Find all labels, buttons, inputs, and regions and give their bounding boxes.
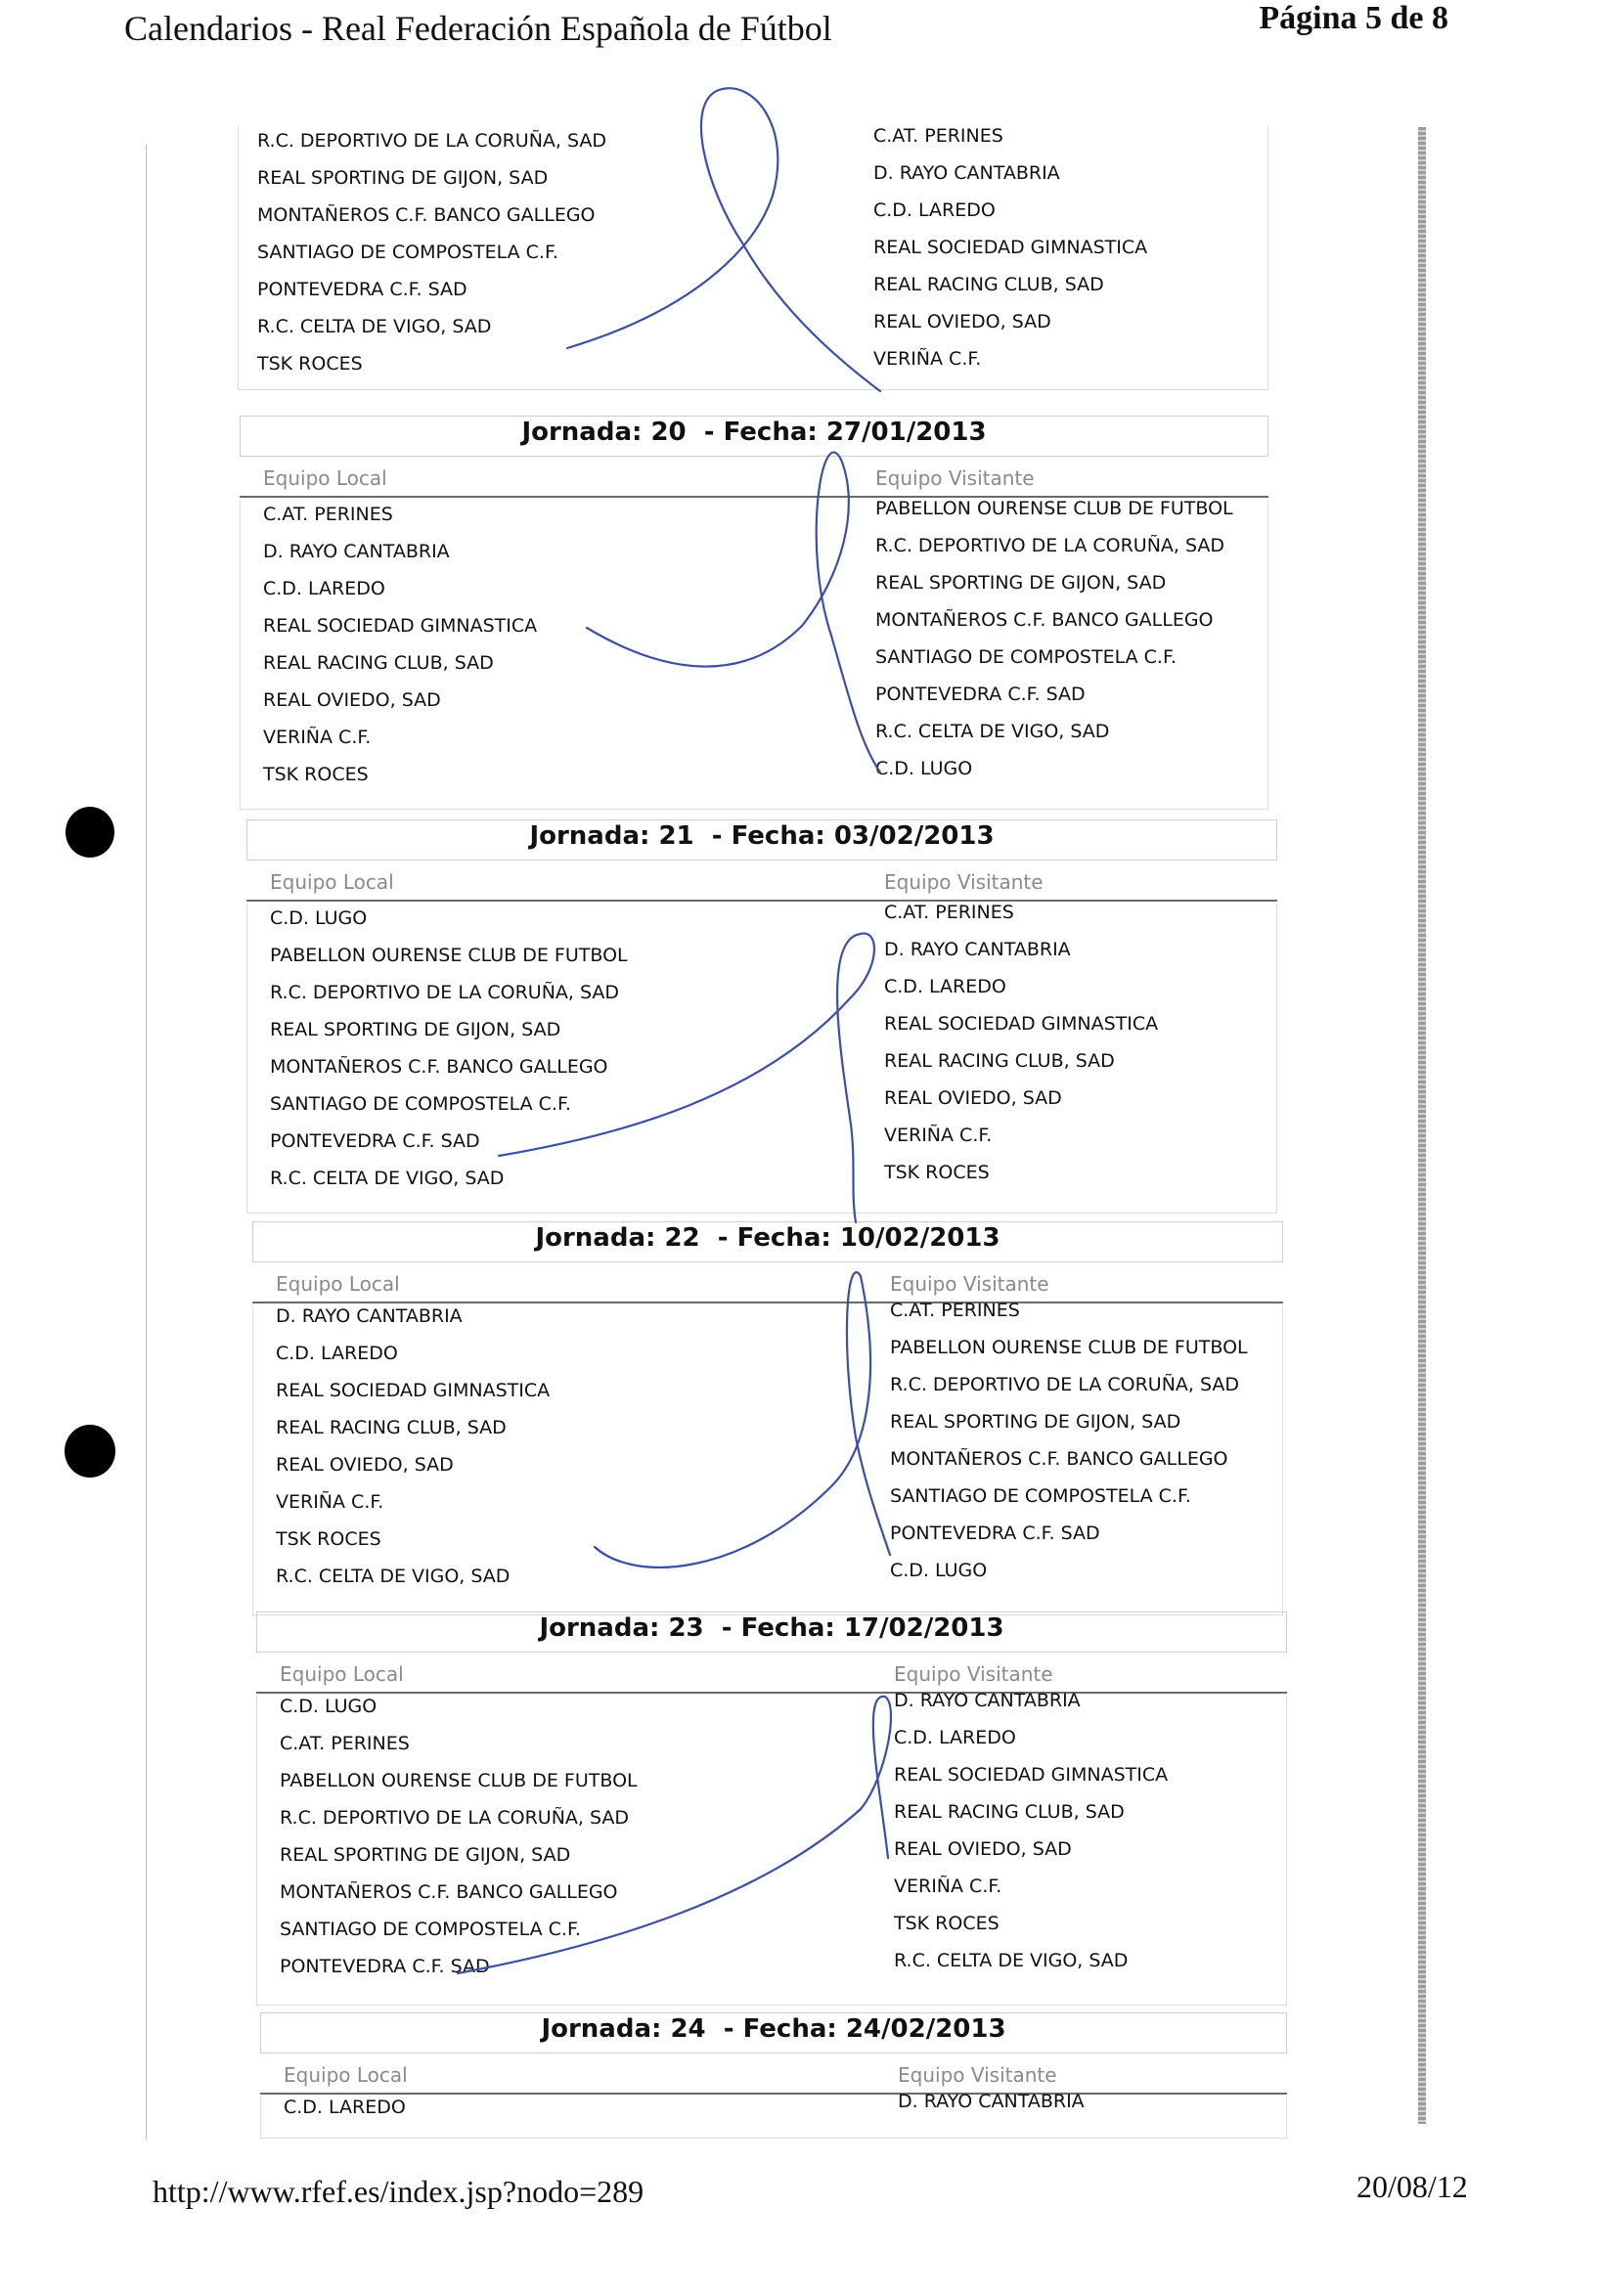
visitante-team: TSK ROCES [894,1913,1000,1934]
local-team: REAL SOCIEDAD GIMNASTICA [276,1380,551,1401]
local-team: R.C. CELTA DE VIGO, SAD [270,1168,505,1189]
jornada-title: Jornada: 20 - Fecha: 27/01/2013 [521,418,987,447]
local-team: TSK ROCES [257,353,363,375]
visitante-team: C.D. LAREDO [884,976,1006,997]
visitante-team: REAL SOCIEDAD GIMNASTICA [894,1764,1169,1786]
visitante-team: REAL RACING CLUB, SAD [873,274,1104,295]
visitante-team: C.D. LAREDO [894,1727,1016,1748]
visitante-column-header: Equipo Visitante [890,1272,1049,1296]
visitante-team: MONTAÑEROS C.F. BANCO GALLEGO [890,1448,1228,1470]
local-team: REAL SPORTING DE GIJON, SAD [257,167,549,189]
visitante-team: D. RAYO CANTABRIA [884,939,1071,960]
visitante-team: D. RAYO CANTABRIA [873,162,1060,184]
local-team: TSK ROCES [276,1528,381,1550]
local-team: C.D. LAREDO [284,2097,406,2118]
local-team: PABELLON OURENSE CLUB DE FUTBOL [280,1770,638,1791]
visitante-team: C.D. LUGO [875,758,973,779]
local-team: C.D. LUGO [280,1696,378,1717]
local-team: R.C. DEPORTIVO DE LA CORUÑA, SAD [257,130,607,152]
visitante-column-header: Equipo Visitante [894,1662,1053,1686]
local-team: D. RAYO CANTABRIA [263,541,450,562]
ink-loop [458,1697,891,1973]
page-number: Página 5 de 8 [1259,0,1448,36]
local-team: PABELLON OURENSE CLUB DE FUTBOL [270,945,628,966]
visitante-team: R.C. DEPORTIVO DE LA CORUÑA, SAD [875,535,1225,556]
local-team: C.AT. PERINES [263,504,393,525]
local-team: C.D. LAREDO [263,578,385,599]
jornada-title: Jornada: 21 - Fecha: 03/02/2013 [529,821,995,851]
ink-loop [595,1272,890,1567]
visitante-team: REAL RACING CLUB, SAD [894,1801,1125,1823]
local-team: R.C. CELTA DE VIGO, SAD [276,1566,511,1587]
local-team: R.C. DEPORTIVO DE LA CORUÑA, SAD [270,982,620,1003]
local-team: C.AT. PERINES [280,1733,410,1754]
jornada-title: Jornada: 24 - Fecha: 24/02/2013 [541,2014,1006,2044]
visitante-team: REAL SOCIEDAD GIMNASTICA [873,237,1148,258]
local-team: REAL OVIEDO, SAD [263,689,441,711]
local-team: VERIÑA C.F. [276,1491,384,1513]
local-team: R.C. CELTA DE VIGO, SAD [257,316,492,337]
visitante-team: VERIÑA C.F. [873,348,982,370]
local-column-header: Equipo Local [284,2063,408,2087]
ink-loop [499,934,874,1222]
visitante-team: C.AT. PERINES [884,902,1014,923]
local-team: SANTIAGO DE COMPOSTELA C.F. [280,1919,581,1940]
visitante-team: PONTEVEDRA C.F. SAD [890,1523,1100,1544]
visitante-team: D. RAYO CANTABRIA [894,1690,1081,1711]
visitante-team: R.C. DEPORTIVO DE LA CORUÑA, SAD [890,1374,1240,1395]
visitante-team: R.C. CELTA DE VIGO, SAD [875,721,1110,742]
local-team: MONTAÑEROS C.F. BANCO GALLEGO [280,1881,618,1903]
footer-url: http://www.rfef.es/index.jsp?nodo=289 [153,2174,644,2209]
local-team: REAL RACING CLUB, SAD [263,652,494,674]
visitante-team: MONTAÑEROS C.F. BANCO GALLEGO [875,609,1214,631]
jornada-title: Jornada: 22 - Fecha: 10/02/2013 [535,1223,1000,1253]
visitante-team: C.AT. PERINES [873,125,1003,147]
local-team: MONTAÑEROS C.F. BANCO GALLEGO [270,1056,608,1078]
visitante-team: SANTIAGO DE COMPOSTELA C.F. [875,646,1177,668]
visitante-column-header: Equipo Visitante [898,2063,1057,2087]
visitante-team: REAL SPORTING DE GIJON, SAD [890,1411,1181,1433]
jornada-title: Jornada: 23 - Fecha: 17/02/2013 [539,1613,1004,1643]
visitante-team: PABELLON OURENSE CLUB DE FUTBOL [890,1337,1248,1358]
local-team: REAL OVIEDO, SAD [276,1454,454,1476]
local-team: C.D. LUGO [270,907,368,929]
visitante-team: VERIÑA C.F. [884,1125,993,1146]
local-team: REAL RACING CLUB, SAD [276,1417,507,1438]
visitante-team: C.AT. PERINES [890,1300,1020,1321]
visitante-team: PABELLON OURENSE CLUB DE FUTBOL [875,498,1233,519]
visitante-team: SANTIAGO DE COMPOSTELA C.F. [890,1485,1191,1507]
local-team: R.C. DEPORTIVO DE LA CORUÑA, SAD [280,1807,630,1829]
local-team: SANTIAGO DE COMPOSTELA C.F. [270,1093,571,1115]
visitante-column-header: Equipo Visitante [875,466,1035,490]
visitante-team: D. RAYO CANTABRIA [898,2091,1085,2112]
visitante-team: C.D. LUGO [890,1560,988,1581]
local-team: VERIÑA C.F. [263,727,372,748]
visitante-team: REAL OVIEDO, SAD [884,1087,1062,1109]
local-team: PONTEVEDRA C.F. SAD [270,1130,480,1152]
ink-loop [587,453,880,773]
visitante-team: C.D. LAREDO [873,199,996,221]
visitante-team: REAL OVIEDO, SAD [894,1838,1072,1860]
local-team: PONTEVEDRA C.F. SAD [280,1956,490,1977]
footer-date: 20/08/12 [1356,2169,1468,2204]
visitante-team: VERIÑA C.F. [894,1876,1002,1897]
visitante-team: PONTEVEDRA C.F. SAD [875,684,1086,705]
local-team: TSK ROCES [263,764,369,785]
visitante-column-header: Equipo Visitante [884,870,1044,894]
visitante-team: REAL OVIEDO, SAD [873,311,1051,332]
visitante-team: REAL RACING CLUB, SAD [884,1050,1115,1072]
visitante-team: TSK ROCES [884,1162,990,1183]
visitante-team: REAL SOCIEDAD GIMNASTICA [884,1013,1159,1035]
local-column-header: Equipo Local [276,1272,400,1296]
local-column-header: Equipo Local [280,1662,404,1686]
local-team: SANTIAGO DE COMPOSTELA C.F. [257,242,558,263]
local-column-header: Equipo Local [263,466,387,490]
local-team: D. RAYO CANTABRIA [276,1305,463,1327]
local-team: REAL SPORTING DE GIJON, SAD [280,1844,571,1866]
local-team: REAL SOCIEDAD GIMNASTICA [263,615,538,637]
local-team: MONTAÑEROS C.F. BANCO GALLEGO [257,204,596,226]
local-team: REAL SPORTING DE GIJON, SAD [270,1019,561,1040]
local-team: C.D. LAREDO [276,1343,398,1364]
visitante-team: R.C. CELTA DE VIGO, SAD [894,1950,1129,1971]
local-team: PONTEVEDRA C.F. SAD [257,279,467,300]
local-column-header: Equipo Local [270,870,394,894]
ink-loop [567,88,880,391]
page-title: Calendarios - Real Federación Española de Fútbol [124,9,832,48]
visitante-team: REAL SPORTING DE GIJON, SAD [875,572,1167,594]
